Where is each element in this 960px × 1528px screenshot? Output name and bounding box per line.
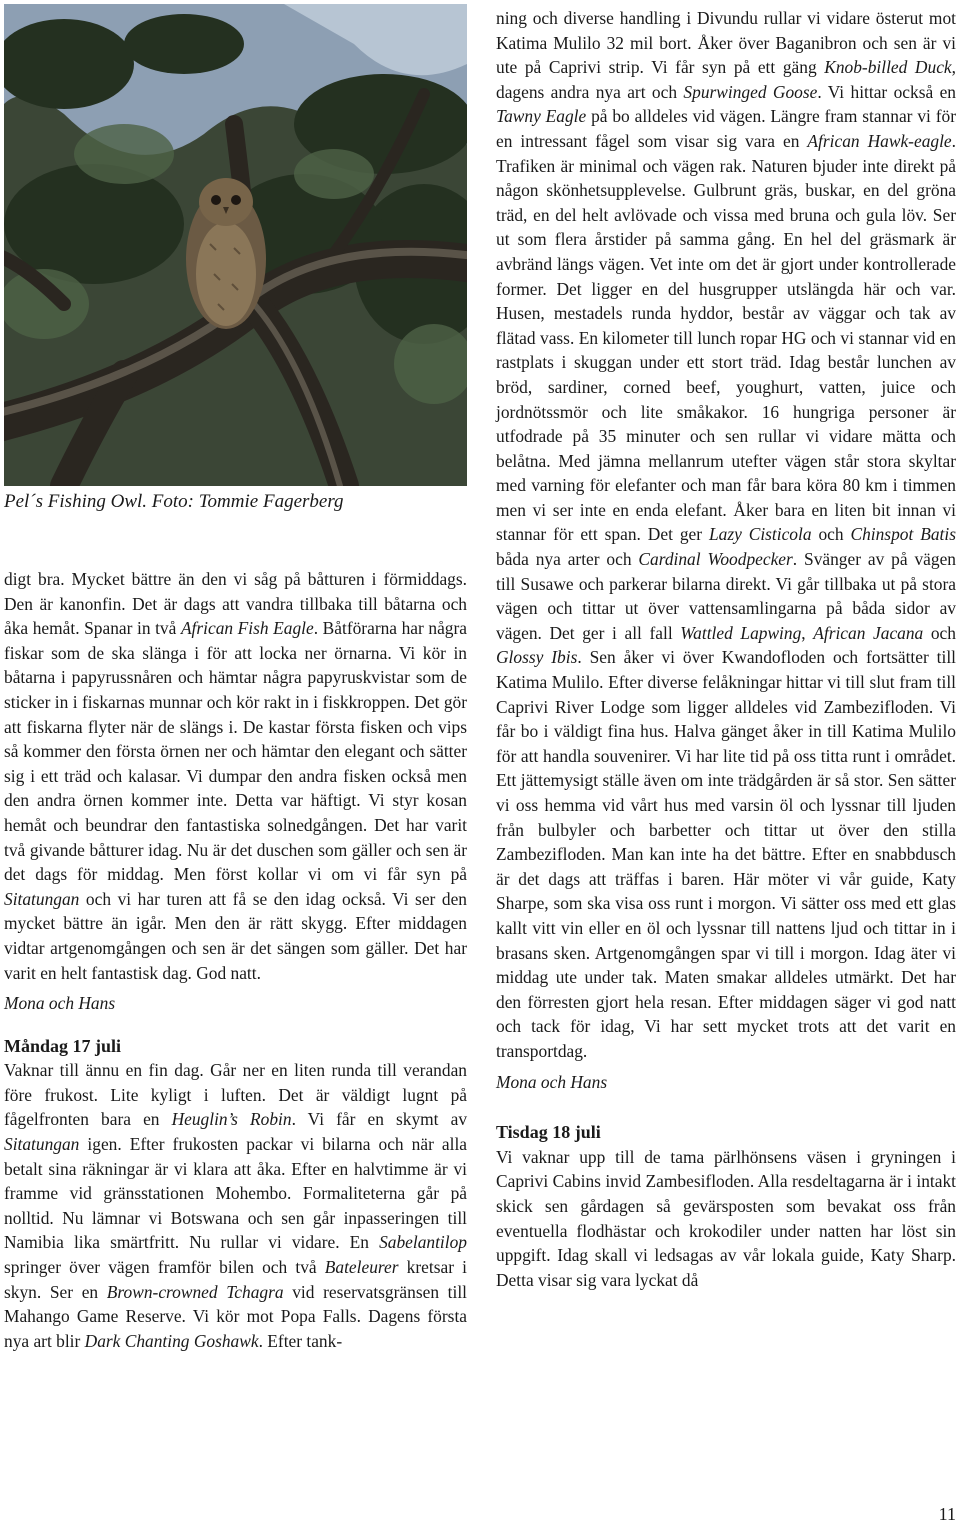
left-paragraph-2	[4, 1058, 467, 1353]
text-run: igen. Efter frukosten packar vi bilarna och när alla betalt sina räkningar är vi klara att åka. Efter en halvtimme är vi framme vid gränsstationen Mohembo. Formaliteterna går på nolltid. Nu lämnar vi Botswana och sen går inpasseringen till Namibia lika smärtfritt. Nu rullar vi vidare. En	[4, 1134, 467, 1253]
right-column	[496, 6, 956, 1292]
italic-term: Sitatungan	[4, 888, 80, 909]
right-paragraph-2	[496, 1145, 956, 1293]
italic-term: Glossy Ibis	[496, 647, 578, 668]
text-run: Vaknar till ännu en fin dag. Går ner en liten runda till verandan före frukost. Lite kyligt i luften. Det är väldigt lugnt på fågelfronten bara en	[4, 1060, 467, 1130]
right-paragraph-1	[496, 6, 956, 1064]
text-run: och	[923, 622, 956, 643]
signature: Mona och Hans	[496, 1071, 608, 1092]
text-run: . Sen åker vi över Kwandofloden och fortsätter till Katima Mulilo. Efter diverse felåkningar hittar vi till slut fram till Caprivi River Lodge som ligger alldeles vid Zambezifloden. Vi får bo i väldigt fina hus. Halva gänget åker in till Katima Mulilo för att handla souvenirer. Vi har lite tid på oss titta runt i området. Ett jättemysigt ställe även om inte trädgården är så stor. Sen sätter vi oss hemma vid vårt hus med varsin öl och lyssnar till ljuden från bulbyler och barbetter och tittar ut över den stilla Zambezifloden. Man kan inte ha det bättre. Efter en snabbdusch är det dags att träffas i baren. Här möter vi vår guide, Katy Sharpe, som ska visa oss runt i morgon. Vi sätter oss med ett glas kallt vitt vin eller en öl och lyssnar till nattens ljud och tittar in i brasans sken. Artgenomgången spar vi till i morgon. Idag äter vi middag ute under tak. Maten smakar alldeles utmärkt. Det har den förresten gjort hela resan. Efter middagen säger vi god natt och tack för idag, Vi har sett mycket trots att det varit en transportdag.	[496, 647, 956, 1061]
italic-term: Sitatungan	[4, 1134, 80, 1155]
italic-term: Wattled Lapwing	[680, 622, 802, 643]
text-run: . Svänger av på vägen till Susawe och parkerar bilarna direkt. Vi går tillbaka ut på stora vägen och tittar ut över vattensamlingarna på båda sidor av vägen. Det ger i all fall	[496, 549, 957, 643]
text-run: båda nya arter och	[496, 549, 639, 570]
italic-term: Chinspot Batis	[850, 524, 956, 545]
section-heading: Måndag 17 juli	[4, 1035, 122, 1056]
text-run: Vi vaknar upp till de tama pärlhönsens väsen i gryningen i Caprivi Cabins invid Zambesifloden. Alla resdeltagarna är i intakt skick sen gårdagen så gevärsposten som bevakat oss från eventuella flodhästar och krokodiler under natten har löst sin uppgift. Idag skall vi ledsagas av vår lokala guide, Katy Sharp. Detta visar sig vara lyckat då	[496, 1146, 956, 1290]
italic-term: Dark Chanting Goshawk	[84, 1330, 259, 1351]
text-run: , dagens andra nya art och	[496, 57, 956, 102]
left-column	[4, 567, 467, 1353]
italic-term: Cardinal Woodpecker	[638, 549, 793, 570]
italic-term: African Jacana	[813, 622, 924, 643]
signature: Mona och Hans	[4, 993, 116, 1014]
italic-term: Brown-crowned Tchagra	[106, 1281, 284, 1302]
text-run: ning och diverse handling i Divundu rullar vi vidare österut mot Katima Mulilo 32 mil bort. Åker över Baganibron och sen är vi ute på Caprivi strip. Vi får syn på ett gäng	[496, 8, 956, 78]
text-run: ,	[801, 622, 814, 643]
text-run: på bo alldeles vid vägen. Längre fram stannar vi för en intressant fågel som visar sig vara en	[496, 106, 956, 151]
text-run: . Vi får en skymt av	[291, 1109, 468, 1130]
text-run: . Efter tank-	[258, 1330, 343, 1351]
italic-term: Spurwinged Goose	[683, 81, 818, 102]
italic-term: African Fish Eagle	[180, 618, 314, 639]
text-run: . Vi hittar också en	[817, 81, 956, 102]
left-paragraph-1	[4, 567, 467, 985]
italic-term: African Hawk-eagle	[807, 130, 952, 151]
italic-term: Knob-billed Duck	[824, 57, 952, 78]
italic-term: Bateleurer	[324, 1257, 399, 1278]
text-run: och vi har turen att få se den idag också. Vi ser den mycket bättre än igår. Men den är rätt skygg. Efter middagen vidtar artgenomgången och sen är det sängen som gäller. Det har varit en helt fantastisk dag. God natt.	[4, 888, 467, 983]
section-heading: Tisdag 18 juli	[496, 1122, 601, 1143]
italic-term: Lazy Cisticola	[708, 524, 812, 545]
text-run: digt bra. Mycket bättre än den vi såg på båtturen i förmiddags. Den är kanonfin. Det är dags att vandra tillbaka till båtarna och åka hemåt. Spanar in två	[4, 569, 467, 639]
text-run: och	[811, 524, 851, 545]
text-run: . Trafiken är minimal och vägen rak. Naturen bjuder inte direkt på någon skönhetsupplevelse. Gulbrunt gräs, buskar, en del gröna träd, en del helt avlövade och vissa med bruna och gula löv. Ser ut som flera årstider på samma gång. En hel del gräsmark är avbränd längs vägen. Vet inte om det är gjort under kontrollerade former. Det ligger en del husgrupper utslängda här och var. Husen, mestadels runda hyddor, består av väggar och tak av flätad vass. En kilometer till lunch ropar HG och vi stannar vid en rastplats i skuggan under ett stort träd. Idag består lunchen av bröd, sardiner, corned beef, youghurt, vatten, juice och jordnötssmör och lite småkakor. 16 hungriga personer är utfodrade på 35 minuter och sen rullar vi vidare mätta och belåtna. Med jämna mellanrum utefter vägen står stora skyltar med varning för elefanter och man får bara köra 80 km i timmen men vi ser inte en enda elefant. Åker bara en liten bit innan vi stannar för ett span. Det ger	[496, 130, 956, 545]
italic-term: Sabelantilop	[379, 1232, 467, 1253]
text-run: springer över vägen framför bilen och två	[4, 1257, 325, 1278]
page-number: 11	[938, 1504, 956, 1524]
owl-illustration	[4, 4, 467, 486]
italic-term: Tawny Eagle	[496, 106, 587, 127]
photo-caption: Pel´s Fishing Owl. Foto: Tommie Fagerberg	[4, 491, 344, 512]
italic-term: Heuglin’s Robin	[171, 1109, 292, 1130]
text-run: kretsar i skyn. Ser en	[4, 1257, 467, 1302]
owl-photo	[4, 4, 467, 486]
text-run: . Båtförarna har några fiskar som de ska slänga i för att locka ner örnarna. Vi kör in båtarna i papyrussnåren och hämtar några papyruskvistar som de sticker in i fiskarnas munnar och kör rakt in i fiskkroppen. Det gör att fiskarna flyter när de slängs i. De kastar första fisken och vips så kommer den första örnen ner och hämtar den elegant och sätter sig i ett träd och kalasar. Vi dumpar den andra fisken också men den andra örnen kommer inte. Detta var häftigt. Vi styr kosan hemåt och beundrar den fantastiska solnedgången. Det har varit två givande båtturer idag. Nu är det duschen som gäller och sen är det dags för middag. Men först kollar vi om vi får syn på	[4, 618, 468, 885]
text-run: vid reservatsgränsen till Mahango Game Reserve. Vi kör mot Popa Falls. Dagens första nya art blir	[4, 1281, 467, 1351]
